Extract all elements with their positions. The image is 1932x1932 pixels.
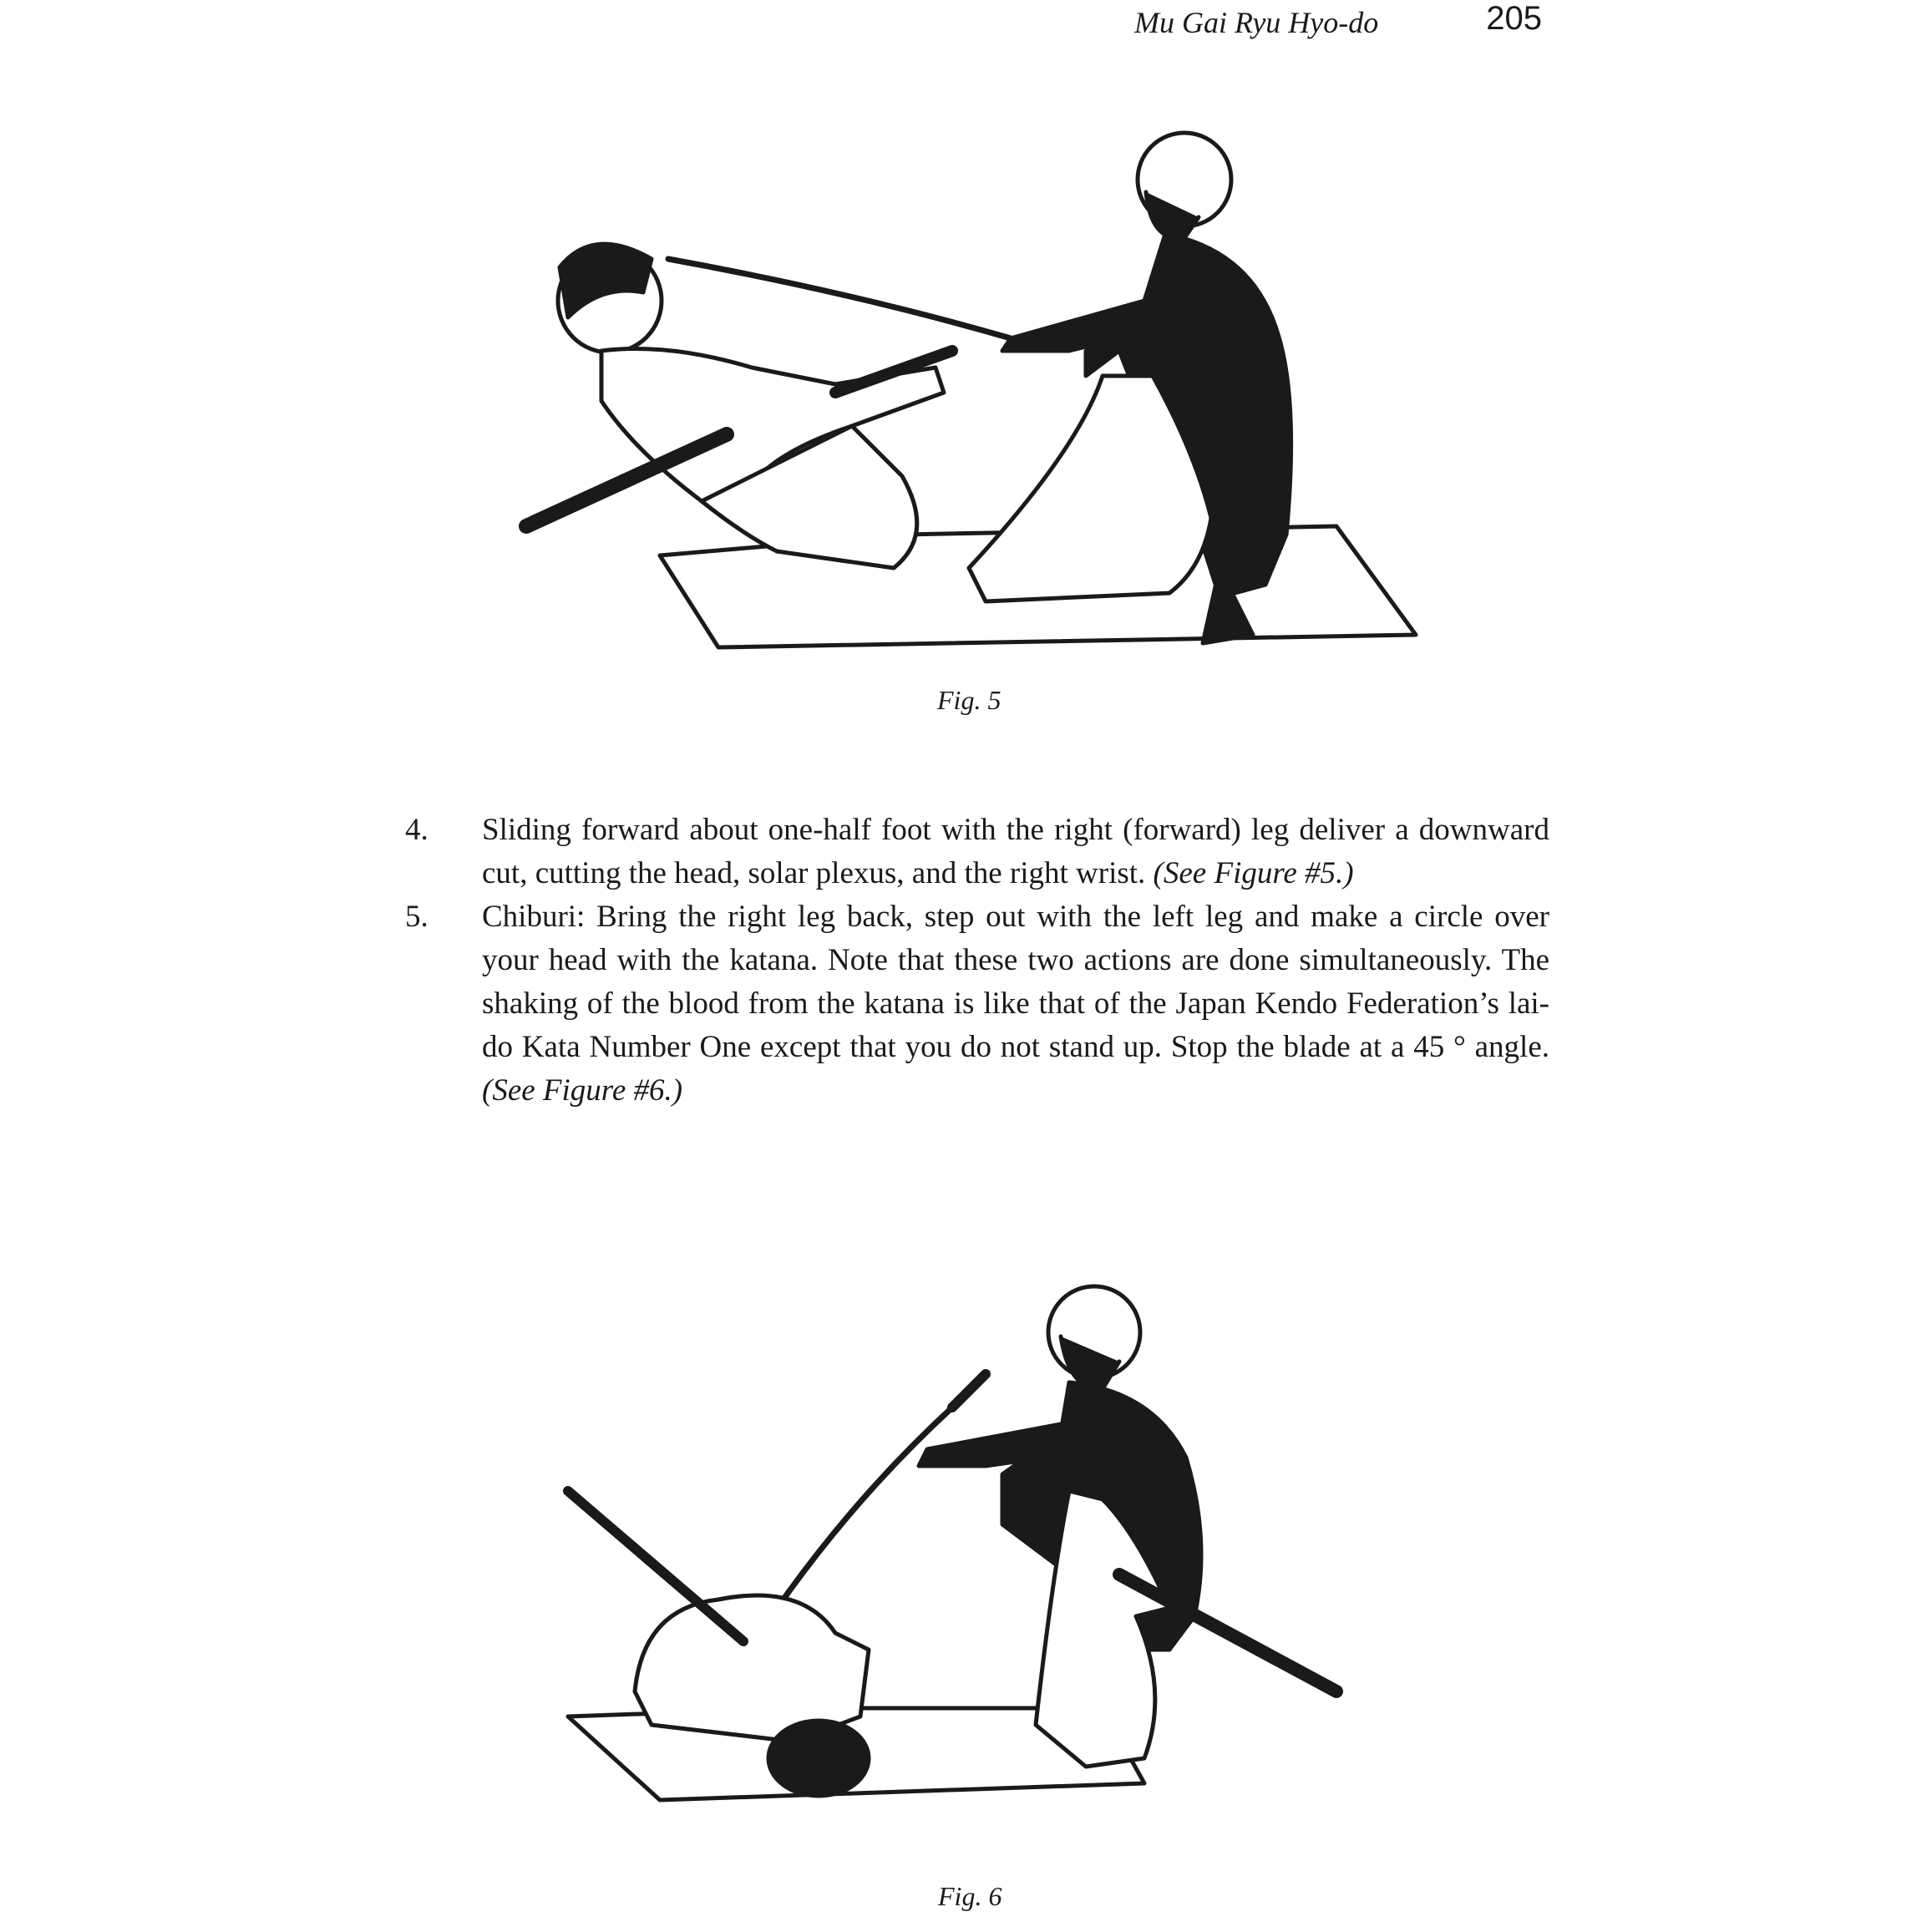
step-body: Chiburi: Bring the right leg back, step out with the left leg and make a circle over your head with the katana. Note that these two actions are done simultaneously. The shaking of the blood from the katana is like that of the Japan Kendo Federation’s lai-do Kata Number One except that you do not stand up. Stop the blade at a 45 ° angle. [482,900,1549,1064]
figure-6-caption: Fig. 6 [938,1881,1002,1911]
figure-5-caption: Fig. 5 [937,685,1001,715]
step-number: 5. [405,900,428,934]
figure-5-illustration [501,100,1437,668]
opponent-head [768,1721,869,1796]
step-text [482,895,1549,1113]
figure-reference: (See Figure #5.) [1153,856,1354,890]
running-head [1086,0,1554,50]
swordsman-arm [919,1424,1061,1466]
figure-reference: (See Figure #6.) [482,1073,683,1108]
opponent-body [635,1595,869,1742]
running-title: Mu Gai Ryu Hyo-do [1134,6,1379,39]
step-text [482,809,1549,895]
opponent-sword [568,1491,743,1641]
list-item [405,895,1549,1113]
katana-blade [668,259,1011,338]
step-body: Sliding forward about one-half foot with the right (forward) leg deliver a downward cut, cutting the head, solar plexus, and the right wrist. [482,813,1549,890]
figure-6-illustration [535,1257,1395,1817]
katana-handle [952,1374,986,1407]
instruction-list [405,809,1549,1113]
page-number: 205 [1486,0,1542,37]
list-item [405,809,1549,895]
step-number: 4. [405,813,428,847]
